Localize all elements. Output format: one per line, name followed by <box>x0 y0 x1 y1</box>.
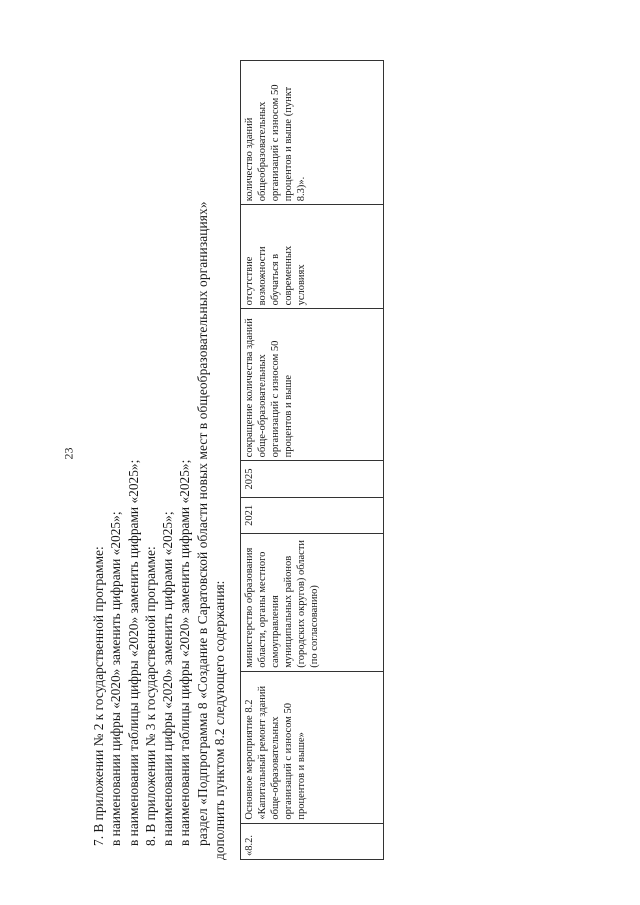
amendment-line: 7. В приложении № 2 к государственной программе: <box>91 546 106 846</box>
amendment-line: 8. В приложении № 3 к государственной программе: <box>142 546 158 846</box>
cell-indicator: количество зданий общеобразовательных организаций с износом 50 процентов и выше (пункт 8.3)». <box>241 61 384 205</box>
page-number: 23 <box>61 447 76 460</box>
cell-number: «8.2. <box>241 823 384 859</box>
amendment-line: в наименовании цифры «2020» заменить цифрами «2025»; <box>108 511 124 846</box>
amendment-line: в наименовании цифры «2020» заменить цифрами «2025»; <box>160 511 176 846</box>
section-reference-line: раздел «Подпрограмма 8 «Создание в Саратовской области новых мест в общеобразовательных организациях» <box>194 201 210 846</box>
cell-year-start: 2021 <box>241 497 384 533</box>
cell-expected-result: сокращение количества зданий обще-образовательных организаций с износом 50 процентов и выше <box>241 309 384 461</box>
cell-year-end: 2025 <box>241 461 384 497</box>
addition-intro-line: дополнить пунктом 8.2 следующего содержания: <box>212 580 228 860</box>
cell-executor: министерство образования области, органы местного самоуправления муниципальных районов (городских округов) области (по согласованию) <box>241 534 384 672</box>
amendment-line: в наименовании таблицы цифры «2020» заменить цифрами «2025»; <box>177 459 193 846</box>
subprogram-table <box>240 60 384 860</box>
cell-measure-name: Основное мероприятие 8.2 «Капитальный ремонт зданий обще-образовательных организаций с износом 50 процентов и выше» <box>241 671 384 823</box>
rotated-page-content <box>90 60 420 860</box>
table-row <box>241 61 384 860</box>
amendment-text <box>90 80 228 860</box>
cell-consequence: отсутствие возможности обучаться в современных условиях <box>241 205 384 309</box>
amendment-line: в наименовании таблицы цифры «2020» заменить цифрами «2025»; <box>125 459 141 846</box>
